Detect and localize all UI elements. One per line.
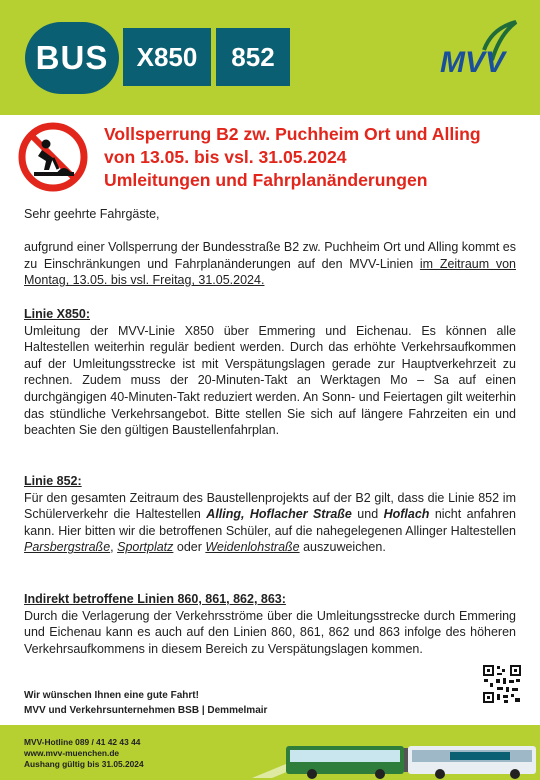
closing [24,688,267,718]
stop-parsbergstrasse: Parsbergstraße [24,540,111,555]
header-band [0,0,540,115]
intro-text: aufgrund einer Vollsperrung der Bundesstraße B2 zw. Puchheim Ort und Alling kommt es zu Einschränkungen und Fahrplanänderungen auf den MVV-Linien [24,240,516,271]
line-badge-x850: X850 [123,28,211,86]
qr-code-icon[interactable] [482,664,522,704]
stop-hoflach: Hoflach [383,507,430,522]
closing-line-2: MVV und Verkehrsunternehmen BSB | Demmelmair [24,705,268,716]
headline-line-1: Vollsperrung B2 zw. Puchheim Ort und Alling [104,124,481,144]
stop-weidenlohstrasse: Weidenlohstraße [205,540,300,555]
closing-line-1: Wir wünschen Ihnen eine gute Fahrt! [24,690,199,701]
section-852-text: Für den gesamten Zeitraum des Baustellenprojekts auf der B2 gilt, dass die Linie 852 im Schülerverkehr die Haltestellen Alling, Hoflacher Straße und Hoflach nicht anfahren kann. Hier bitten wir die betroffenen Schüler, auf die nahegelegenen Allinger Haltestellen Parsbergstraße, Sportplatz oder Weidenlohstraße auszuweichen. [24,490,516,555]
hotline: MVV-Hotline 089 / 41 42 43 44 [24,737,141,747]
section-x850 [24,306,516,439]
section-852-title: Linie 852: [24,474,82,488]
mvv-logo-text: MVV [440,46,506,79]
mvv-logo [438,20,520,86]
section-x850-text: Umleitung der MVV-Linie X850 über Emmering und Eichenau. Es können alle Haltestellen weiterhin regulär bedient werden. Durch das erhöhte Verkehrsaufkommen auf der Umleitungsstrecke ist mit Verspätungslagen gerade zur Hauptverkehrzeit zu rechnen. Zudem muss der 20-Minuten-Takt an Werktagen Mo – Sa auf einen durchgängigen 40-Minuten-Takt reduziert werden. An Sonn- und Feiertagen gilt weiterhin das stündliche Verkehrsangebot. Bitte stellen Sie sich auf längere Fahrzeiten ein und beachten Sie den gültigen Baustellenfahrplan. [24,323,516,438]
bus-badge: BUS [25,22,119,94]
section-indirect-title: Indirekt betroffene Linien 860, 861, 862, 863: [24,592,286,606]
section-852 [24,473,516,556]
stop-sportplatz: Sportplatz [117,540,174,555]
headline-line-3: Umleitungen und Fahrplanänderungen [104,170,428,190]
footer-info [24,737,144,770]
line-badge-852: 852 [216,28,290,86]
website-link[interactable]: www.mvv-muenchen.de [24,748,120,758]
headline [104,123,524,192]
section-indirect [24,591,516,657]
stop-alling-hoflacher: Alling, Hoflacher Straße [206,507,352,522]
valid-until: Aushang gültig bis 31.05.2024 [24,759,144,769]
intro-period: im Zeitraum von Montag, 13.05. bis vsl. Freitag, 31.05.2024. [24,256,517,288]
greeting: Sehr geehrte Fahrgäste, [24,207,160,221]
roadworks-sign-icon [18,122,88,192]
section-indirect-text: Durch die Verlagerung der Verkehrsströme über die Umleitungsstrecke durch Emmering und Eichenau kann es auch auf den Linien 860, 861, 862 und 863 infolge des höheren Verkehrsaufkommens in diesem Bereich zu Verspätungslagen kommen. [24,608,516,656]
section-x850-title: Linie X850: [24,307,90,321]
headline-line-2: von 13.05. bis vsl. 31.05.2024 [104,147,347,167]
bus-illustration-icon [250,728,540,780]
intro-paragraph [24,239,516,289]
